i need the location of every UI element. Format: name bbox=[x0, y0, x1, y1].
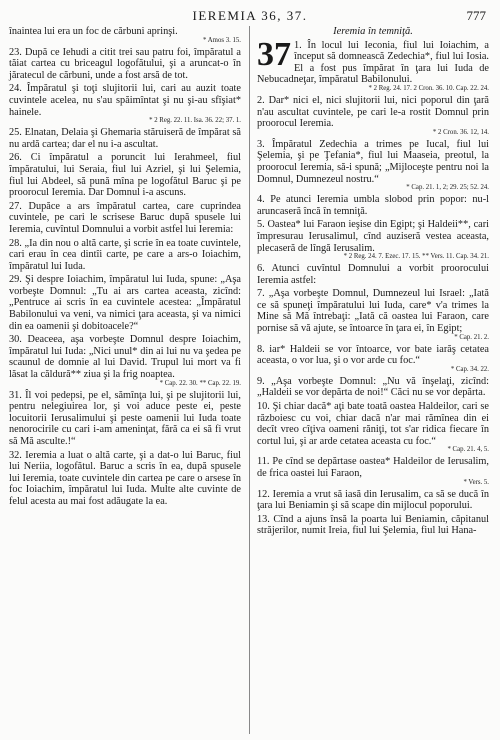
cross-reference: * Cap. 21. 2. bbox=[454, 333, 489, 341]
running-title: IEREMIA 36, 37. bbox=[192, 8, 308, 23]
verse-28: 28. „Ia din nou o altă carte, şi scrie în ea toate cuvintele, cari erau în cea dintîi carte, pe care a ars-o Ioiachim, împăratul lui Iuda. bbox=[9, 237, 241, 272]
verse-13: 13. Cînd a ajuns însă la poarta lui Beniamin, căpitanul străjerilor, numit Ireia, fiul lui Şelemia, fiul lui Hana- bbox=[257, 513, 489, 537]
left-column bbox=[9, 26, 241, 510]
verse-11: 11. Pe cînd se depărtase oastea* Haldeilor de Ierusalim, de frica oastei lui Faraon, * Vers. 5. bbox=[257, 456, 489, 486]
cross-reference: * 2 Reg. 24. 17. 2 Cron. 36. 10. Cap. 22. 24. bbox=[368, 84, 489, 92]
verse-6: 6. Atunci cuvîntul Domnului a vorbit proorocului Ieremia astfel: bbox=[257, 263, 489, 286]
cross-reference: * Cap. 21. 1, 2; 29. 25; 52. 24. bbox=[406, 184, 489, 192]
verse-1: 37 1. În locul lui Ieconia, fiul lui Ioiachim, a început să domnească Zedechia*, fiul lui Iosia. El a fost pus împărat în ţara lui Iuda de Nebucadneţar, împăratul Babilonului. * 2 Reg. 24. 17. 2 Cron. 36. 10. Cap. 22. 24. bbox=[257, 35, 489, 92]
verse-29: 29. Şi despre Ioiachim, împăratul lui Iuda, spune: „Aşa vorbeşte Domnul: „Tu ai ars cartea aceasta, zicînd: „Pentruce ai scris în ea cuvintele acestea: „Împăratul Babilonului va veni, va nimici ţara aceasta, şi va nimici din ea oamenii şi dobitoacele?“ bbox=[9, 274, 241, 332]
verse-25: 25. Elnatan, Delaia şi Ghemaria stăruiseră de împărat să nu ardă cartea; dar el nu i-a ascultat. bbox=[9, 127, 241, 150]
verse-8: 8. iar* Haldeii se vor întoarce, vor bate iarăş cetatea aceasta, o vor lua, şi o vor arde cu foc.“ * Cap. 34. 22. bbox=[257, 343, 489, 373]
verse-12: 12. Ieremia a vrut să iasă din Ierusalim, ca să se ducă în ţara lui Beniamin şi să scape din mijlocul poporului. bbox=[257, 488, 489, 512]
verse-22-continuation: înaintea lui era un foc de cărbuni aprinşi. * Amos 3. 15. bbox=[9, 26, 241, 44]
verse-32: 32. Ieremia a luat o altă carte, şi a dat-o lui Baruc, fiul lui Neriia, logofătul. Baruc a scris în ea, după spusele lui Ieremia, toate cuvintele din cartea pe care o arsese în foc Ioiachim, împăratul lui Iuda. Multe alte cuvinte de felul acesta au mai fost adăugate la ea. bbox=[9, 449, 241, 507]
verse-9: 9. „Aşa vorbeşte Domnul: „Nu vă înşelaţi, zicînd: „Haldeii se vor depărta de noi!“ Căci nu se vor depărta. bbox=[257, 375, 489, 399]
cross-reference: * Vers. 5. bbox=[463, 478, 489, 486]
verse-30: 30. Deaceea, aşa vorbeşte Domnul despre Ioiachim, împăratul lui Iuda: „Nici unul* din ai lui nu va şedea pe scaunul de domnie al lui David. Trupul lui mort va fi lăsat la căldură** ziua şi la frig noaptea. * Cap. 22. 30. ** Cap. 22. 19. bbox=[9, 334, 241, 387]
verse-24: 24. Împăratul şi toţi slujitorii lui, cari au auzit toate cuvintele acelea, nu s'au spăimîntat şi nu şi-au sfîşiat* hainele. * 2 Reg. 22. 11. Isa. 36. 22; 37. 1. bbox=[9, 83, 241, 125]
cross-reference: * Cap. 22. 30. ** Cap. 22. 19. bbox=[159, 379, 241, 387]
cross-reference: * 2 Cron. 36. 12, 14. bbox=[432, 128, 489, 136]
verse-26: 26. Ci împăratul a poruncit lui Ierahmeel, fiul împăratului, lui Seraia, fiul lui Azriel, şi lui Şelemia, fiul lui Abdeel, să pună mîna pe logofătul Baruc şi pe proorocul Ieremia. Dar Domnul i-a ascuns. bbox=[9, 152, 241, 199]
right-column bbox=[257, 26, 489, 539]
verse-7: 7. „Aşa vorbeşte Domnul, Dumnezeul lui Israel: „Iată ce să spuneţi împăratului lui Iuda, care* v'a trimes la Mine să Mă întrebaţi: „Iată că oastea lui Faraon, care pornise să vă ajute, se întoarce în ţara ei, în Egipt; * Cap. 21. 2. bbox=[257, 288, 489, 341]
verse-27: 27. Dupăce a ars împăratul cartea, care cuprindea cuvintele, pe cari le scrisese Baruc după spusele lui Ieremia, cuvîntul Domnului a vorbit astfel lui Ieremia: bbox=[9, 200, 241, 235]
verse-3: 3. Împăratul Zedechia a trimes pe Iucal, fiul lui Şelemia, şi pe Ţefania*, fiul lui Maaseia, preotul, la proorocul Ieremia, să-i spună; „Mijloceşte pentru noi la Domnul, Dumnezeul nostru.“ * Cap. 21. 1, 2; 29. 25; 52. 24. bbox=[257, 138, 489, 192]
verse-4: 4. Pe atunci Ieremia umbla slobod prin popor: nu-l aruncaseră încă în temniţă. bbox=[257, 194, 489, 217]
verse-2: 2. Dar* nici el, nici slujitorii lui, nici poporul din ţară n'au ascultat cuvintele, pe cari le-a rostit Domnul prin proorocul Ieremia. * 2 Cron. 36. 12, 14. bbox=[257, 94, 489, 136]
verse-10: 10. Şi chiar dacă* aţi bate toată oastea Haldeilor, cari se războiesc cu voi, chiar dacă n'ar mai rămînea din ei decît vreo cîţiva oameni răniţi, tot s'ar ridica fiecare în cortul lui, şi ar arde cetatea aceasta cu foc.“ * Cap. 21. 4, 5. bbox=[257, 401, 489, 454]
cross-reference: * Cap. 34. 22. bbox=[450, 365, 489, 373]
section-title: Ieremia în temniţă. bbox=[333, 26, 413, 37]
verse-5: 5. Oastea* lui Faraon ieşise din Egipt; şi Haldeii**, cari împresurau Ierusalimul, cînd auziseră vestea aceasta, plecaseră de lîngă Ierusalim. * 2 Reg. 24. 7. Ezec. 17. 15. ** Vers. 11. Cap. 34. 21. bbox=[257, 219, 489, 261]
page-header bbox=[0, 8, 500, 26]
cross-reference: * Cap. 21. 4, 5. bbox=[447, 446, 489, 454]
page-number: 777 bbox=[466, 8, 486, 23]
cross-reference: * 2 Reg. 22. 11. Isa. 36. 22; 37. 1. bbox=[149, 117, 241, 125]
verse-23: 23. După ce Iehudi a citit trei sau patru foi, împăratul a tăiat cartea cu briceagul logofătului, şi a aruncat-o în jăratecul de cărbuni, unde a fost arsă de tot. bbox=[9, 46, 241, 81]
cross-reference: * 2 Reg. 24. 7. Ezec. 17. 15. ** Vers. 11. Cap. 34. 21. bbox=[343, 253, 489, 261]
verse-31: 31. Îl voi pedepsi, pe el, sămînţa lui, şi pe slujitorii lui, pentru nelegiuirea lor, şi voi aduce peste ei, peste locuitorii Ierusalimului şi peste oamenii lui Iuda toate nenorocirile cu cari i-am ameninţat, fără ca ei să fi vrut să Mă asculte.!“ bbox=[9, 389, 241, 447]
column-divider bbox=[249, 26, 250, 734]
chapter-number: 37 bbox=[257, 35, 291, 73]
cross-reference: * Amos 3. 15. bbox=[203, 36, 241, 44]
